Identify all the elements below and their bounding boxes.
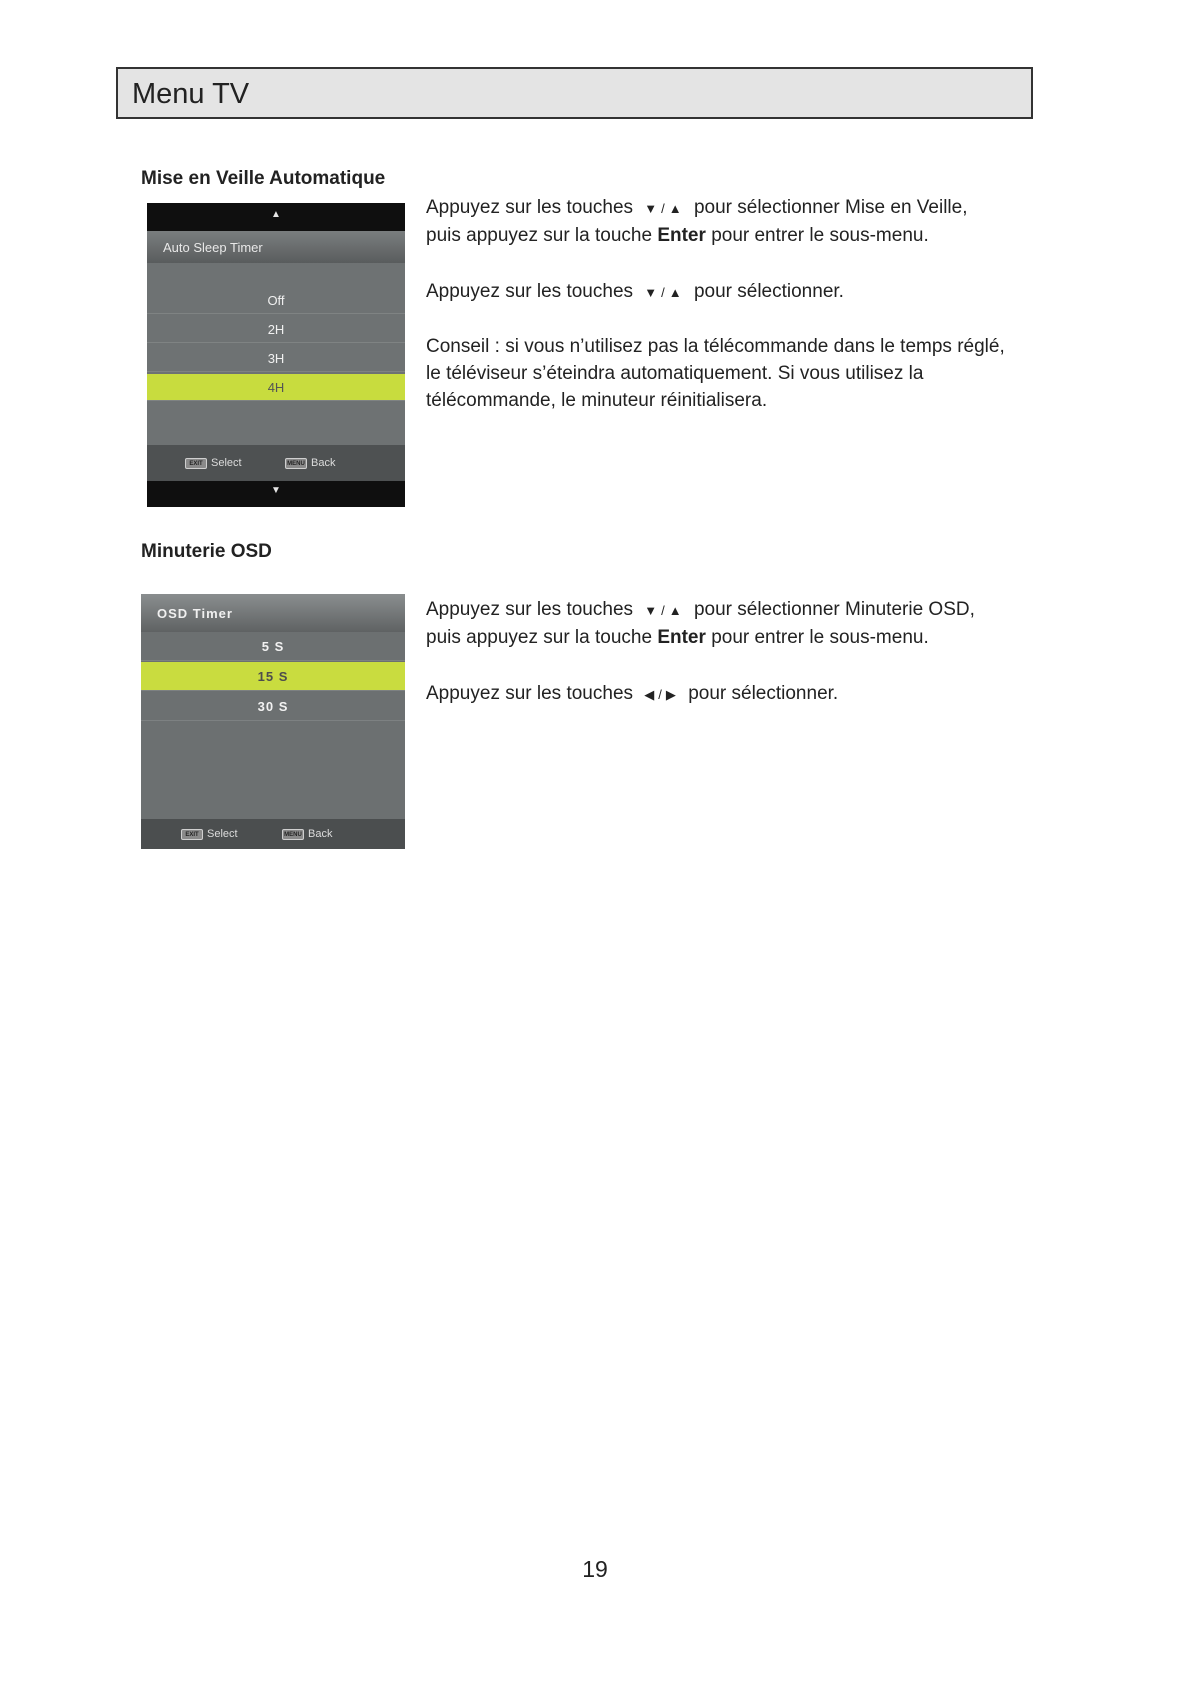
up-arrow-icon: ▲: [668, 285, 683, 300]
osd-title-bar: [141, 594, 405, 632]
instruction-line: [426, 194, 1046, 222]
osd-panel: [147, 231, 405, 445]
osd-footer-back-label: Back: [311, 457, 336, 469]
section-title-osd: Minuterie OSD: [141, 541, 272, 562]
exit-key-icon: EXIT: [185, 458, 207, 469]
instruction-text: Appuyez sur les touches: [426, 197, 634, 218]
slash-separator: /: [661, 285, 666, 300]
down-arrow-icon: ▼: [644, 603, 659, 618]
instruction-text: puis appuyez sur la touche: [426, 225, 653, 246]
osd-title: OSD Timer: [157, 606, 233, 621]
instruction-line: [426, 222, 1046, 249]
down-up-arrows-icon: [644, 195, 682, 222]
osd-footer-select-label: Select: [211, 457, 242, 469]
enter-key-label: Enter: [657, 225, 706, 246]
osd-option: 5 S: [141, 632, 405, 661]
osd-option: Off: [147, 287, 405, 314]
instruction-text: pour entrer le sous-menu.: [711, 225, 929, 246]
right-arrow-icon: ▶: [665, 687, 677, 702]
osd-option: 2H: [147, 316, 405, 343]
menu-key-icon: MENU: [285, 458, 307, 469]
osd-footer-back-label: Back: [308, 828, 333, 840]
slash-separator: /: [658, 687, 663, 702]
osd-footer: [147, 445, 405, 481]
enter-key-label: Enter: [657, 627, 706, 648]
instruction-text: Appuyez sur les touches: [426, 683, 634, 704]
up-arrow-icon: ▲: [668, 603, 683, 618]
instruction-text: pour sélectionner.: [688, 683, 839, 704]
instruction-text: pour sélectionner Mise en Veille,: [693, 197, 968, 218]
exit-key-icon: EXIT: [181, 829, 203, 840]
menu-key-icon: MENU: [282, 829, 304, 840]
instruction-line: [426, 278, 1046, 306]
osd-title: Auto Sleep Timer: [163, 240, 263, 255]
left-arrow-icon: ◀: [644, 687, 656, 702]
slash-separator: /: [661, 603, 666, 618]
osd-title-bar: [147, 231, 405, 263]
scroll-up-icon: ▲: [271, 209, 281, 220]
osd-option-selected: 15 S: [141, 662, 405, 691]
instruction-text: pour sélectionner.: [693, 281, 844, 302]
osd-footer-back: [282, 819, 332, 849]
instruction-text: Appuyez sur les touches: [426, 599, 634, 620]
instruction-text: pour sélectionner Minuterie OSD,: [693, 599, 975, 620]
osd-option: 30 S: [141, 692, 405, 721]
down-up-arrows-icon: [644, 597, 682, 624]
section-title-sleep: Mise en Veille Automatique: [141, 168, 386, 189]
slash-separator: /: [661, 201, 666, 216]
down-arrow-icon: ▼: [644, 201, 659, 216]
instruction-line: [426, 624, 1046, 651]
osd-footer-select: [185, 445, 242, 481]
osd-footer-back: [285, 445, 335, 481]
instruction-text: puis appuyez sur la touche: [426, 627, 653, 648]
page-number: 19: [582, 1556, 608, 1582]
osd-footer-select-label: Select: [207, 828, 238, 840]
up-arrow-icon: ▲: [668, 201, 683, 216]
osd-instructions: [426, 596, 1046, 708]
page-title: Menu TV: [132, 78, 250, 110]
tip-line: télécommande, le minuteur réinitialisera.: [426, 390, 768, 411]
instruction-text: pour entrer le sous-menu.: [711, 627, 929, 648]
osd-option-selected: 4H: [147, 374, 405, 401]
scroll-down-icon: ▼: [271, 485, 281, 496]
down-up-arrows-icon: [644, 279, 682, 306]
instruction-text: Appuyez sur les touches: [426, 281, 634, 302]
osd-timer-screenshot: [141, 594, 405, 849]
left-right-arrows-icon: [644, 681, 677, 708]
instruction-line: [426, 596, 1046, 624]
instruction-line: [426, 680, 1046, 708]
sleep-instructions: [426, 194, 1046, 414]
sleep-timer-screenshot: [147, 203, 405, 507]
osd-footer: [141, 819, 405, 849]
tip-line: le téléviseur s’éteindra automatiquement. Si vous utilisez la: [426, 363, 924, 384]
down-arrow-icon: ▼: [644, 285, 659, 300]
osd-option: 3H: [147, 345, 405, 372]
osd-footer-select: [181, 819, 238, 849]
page-header: [116, 67, 1033, 119]
tip-line: Conseil : si vous n’utilisez pas la télécommande dans le temps réglé,: [426, 336, 1005, 357]
